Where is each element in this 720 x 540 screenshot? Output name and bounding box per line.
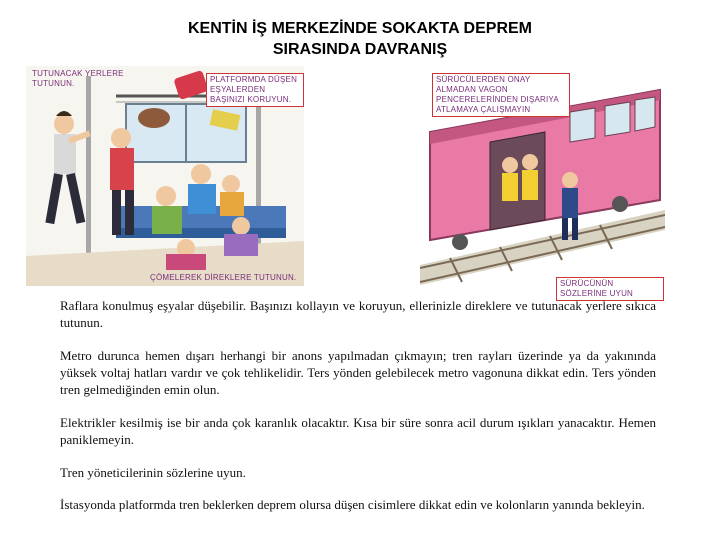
title-line-1: KENTİN İŞ MERKEZİNDE SOKAKTA DEPREM	[187, 20, 532, 37]
paragraph-4: Tren yöneticilerinin sözlerine uyun.	[60, 465, 246, 480]
label-hold-on: TUTUNACAK YERLERE TUTUNUN.	[32, 69, 124, 88]
label-crouch: ÇÖMELEREK DİREKLERE TUTUNUN.	[150, 273, 297, 282]
label-protect-head: PLATFORMDA DÜŞEN EŞYALERDEN BAŞINIZI KORUYUN.	[206, 73, 304, 107]
paragraph-5: İstasyonda platformda tren beklerken deprem olursa düşen cisimlere dikkat edin ve kolonların yanında bekleyin.	[60, 497, 645, 512]
label-follow-driver: SÜRÜCÜNÜN SÖZLERİNE UYUN	[556, 277, 664, 301]
paragraph-1: Raflara konulmuş eşyalar düşebilir. Başınızı kollayın ve koruyun, ellerinizle direklere ve tutunacak yerlere sıkıca tutunun.	[60, 298, 656, 330]
paragraph-2: Metro durunca hemen dışarı herhangi bir anons yapılmadan çıkmayın; tren rayları üzerinde ya da yakınında yüksek voltaj hatları vardır ve çok tehlikelidir. Ters yönden gelebilecek metro vagonuna dikkat edin. Ters yönden tren gelmediğinden emin olun.	[60, 348, 656, 397]
page-title	[0, 18, 720, 60]
paragraph-3: Elektrikler kesilmiş ise bir anda çok karanlık olacaktır. Kısa bir süre sonra acil durum ışıkları yanacaktır. Hemen paniklemeyin.	[60, 415, 656, 447]
title-line-2: SIRASINDA DAVRANIŞ	[272, 41, 448, 58]
label-dont-jump-windows: SÜRÜCÜLERDEN ONAY ALMADAN VAGON PENCERELERİNDEN DIŞARIYA ATLAMAYA ÇALIŞMAYIN	[432, 73, 570, 117]
